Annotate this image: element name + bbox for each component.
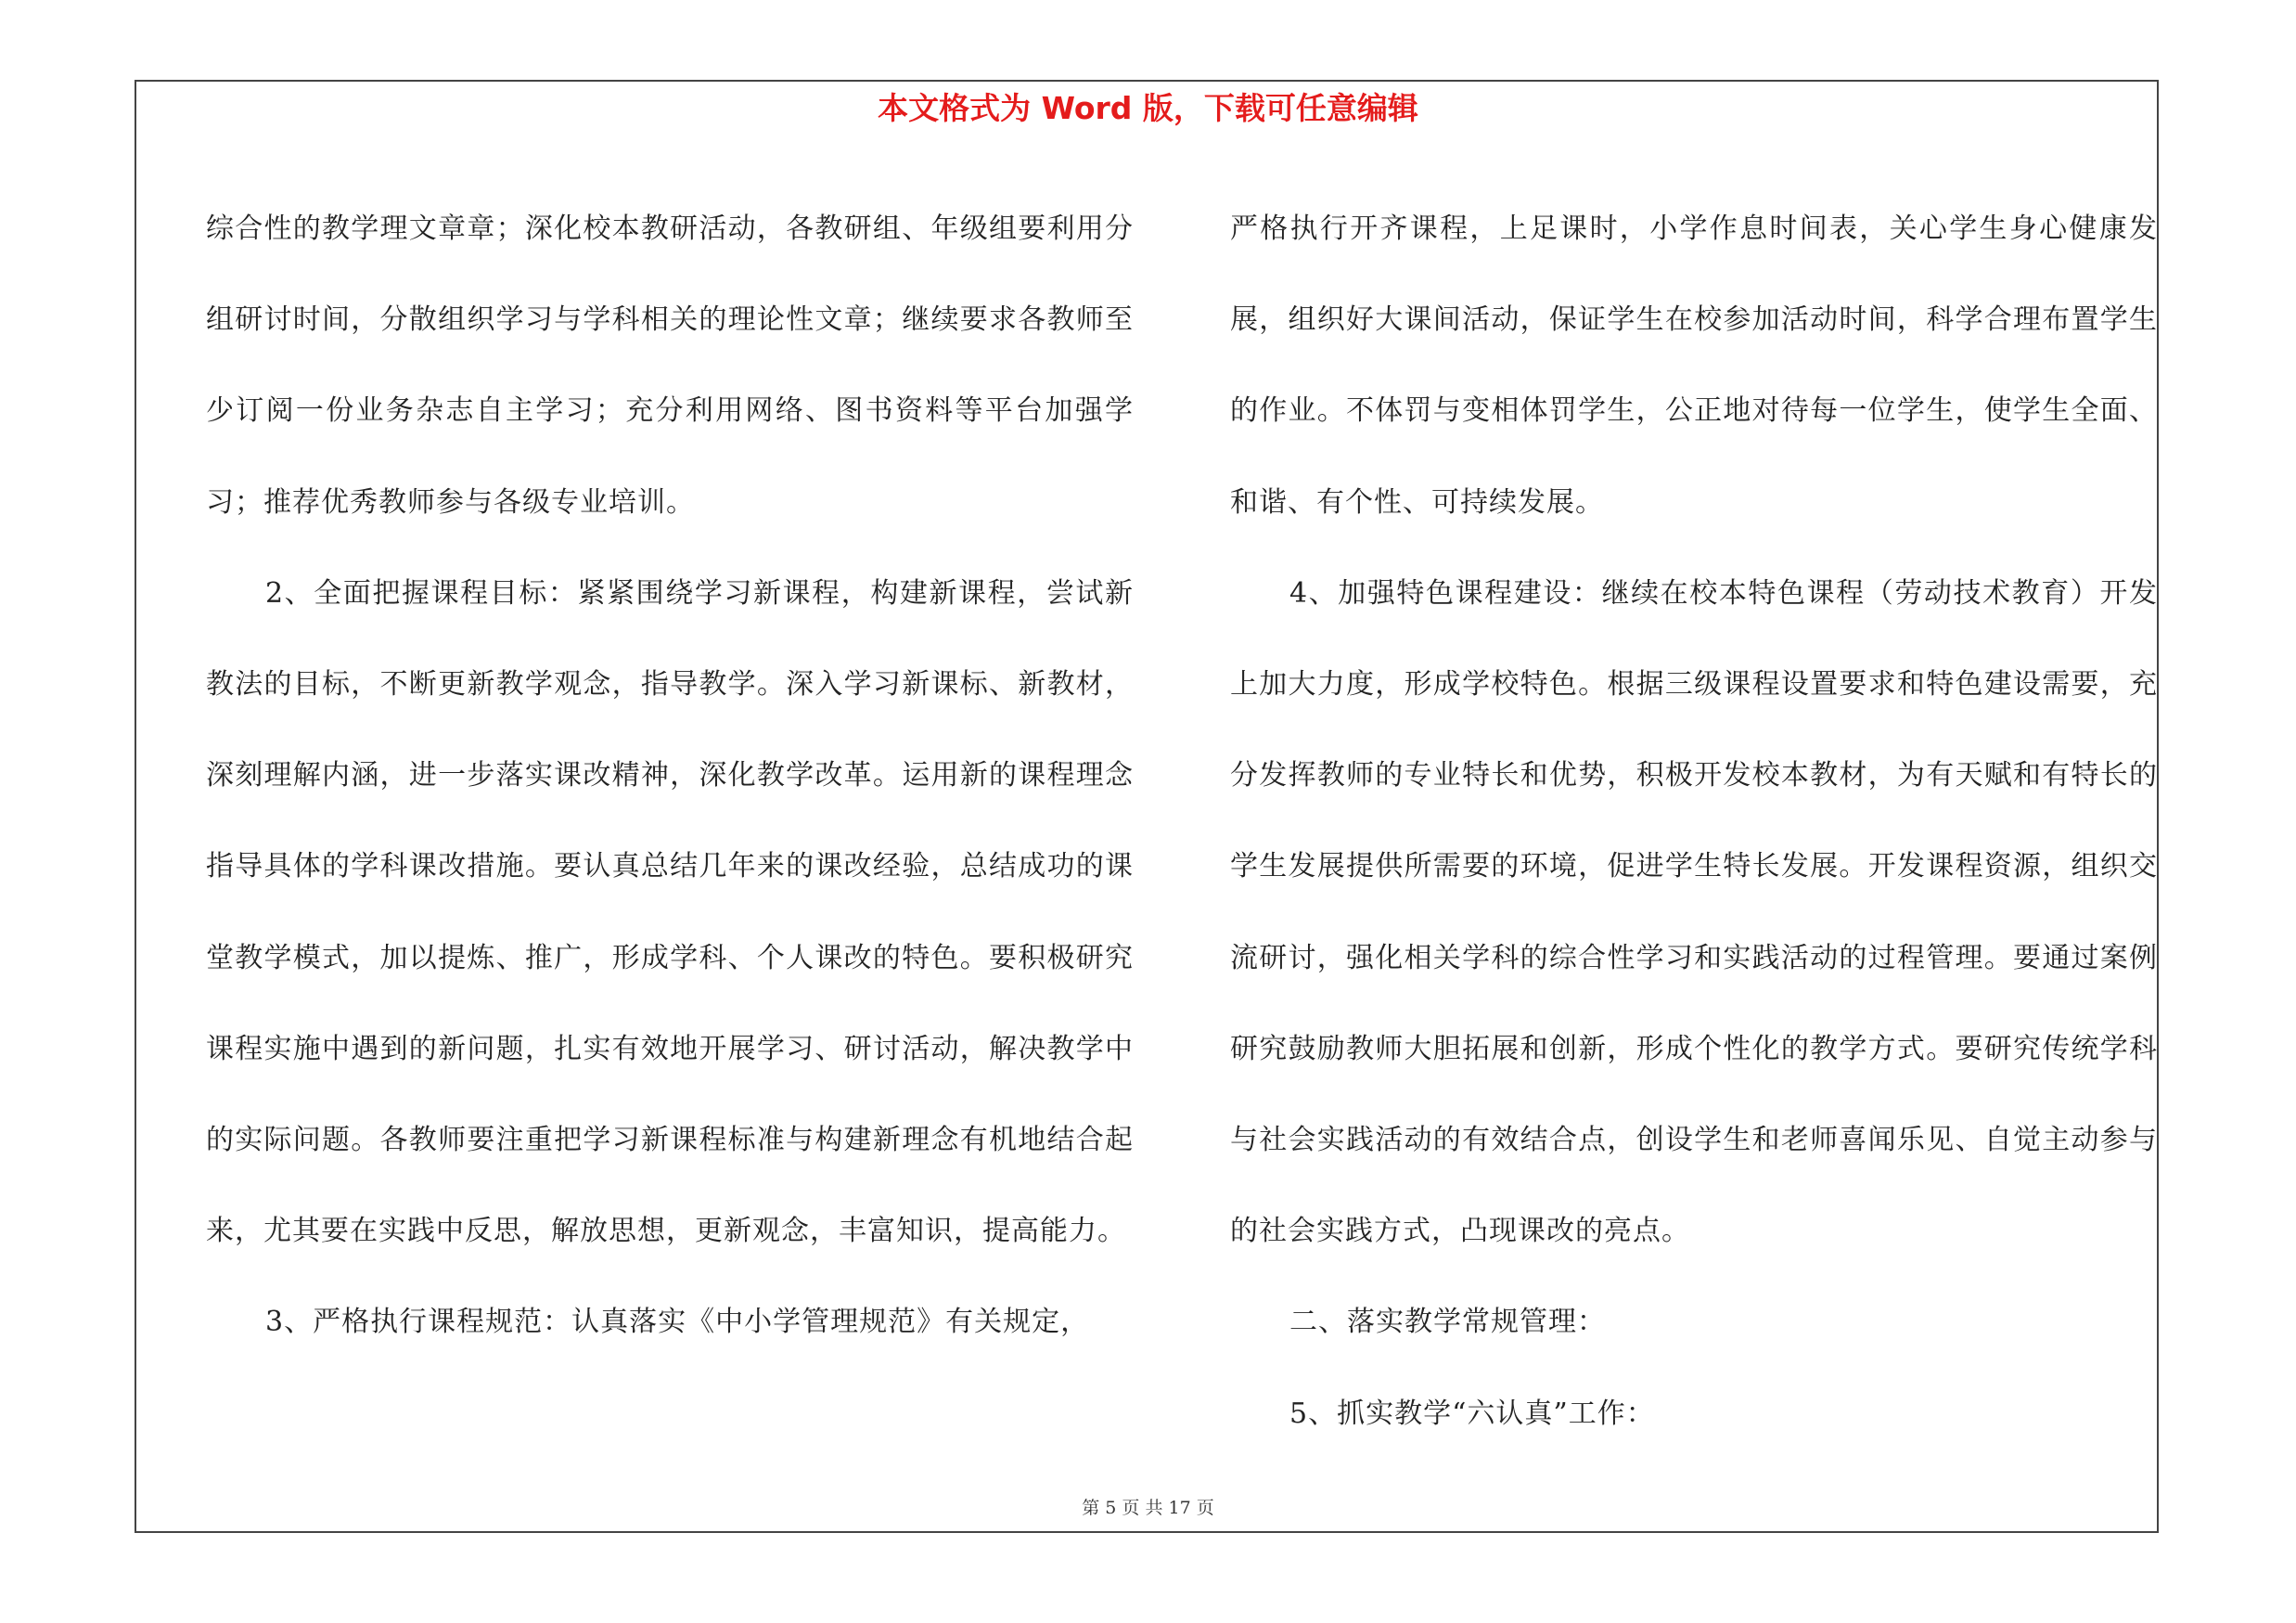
left-text-column [206, 184, 1134, 1369]
section-heading-routine-management: 二、落实教学常规管理： [1289, 1306, 1606, 1339]
right-text-column [1230, 184, 2158, 1460]
format-notice-banner: 本文格式为 Word 版，下载可任意编辑 [878, 90, 1418, 126]
paragraph-course-goals: 2、全面把握课程目标：紧紧围绕学习新课程，构建新课程，尝试新教法的目标，不断更新教学观念，指导教学。深入学习新课标、新教材，深刻理解内涵，进一步落实课改精神，深化教学改革。运用新的课程理念指导具体的学科课改措施。要认真总结几年来的课改经验，总结成功的课堂教学模式，加以提炼、推广，形成学科、个人课改的特色。要积极研究课程实施中遇到的新问题，扎实有效地开展学习、研讨活动，解决教学中的实际问题。各教师要注重把学习新课程标准与构建新理念有机地结合起来，尤其要在实践中反思，解放思想，更新观念，丰富知识，提高能力。 [206, 576, 1134, 1248]
paragraph-course-norms: 3、严格执行课程规范：认真落实《中小学管理规范》有关规定， [265, 1306, 1090, 1339]
paragraph-six-diligences: 5、抓实教学“六认真”工作： [1289, 1397, 1655, 1430]
paragraph-continued: 综合性的教学理文章章；深化校本教研活动，各教研组、年级组要利用分组研讨时间，分散组织学习与学科相关的理论性文章；继续要求各教师至少订阅一份业务杂志自主学习；充分利用网络、图书资料等平台加强学习；推荐优秀教师参与各级专业培训。 [206, 213, 1134, 519]
paragraph-featured-courses: 4、加强特色课程建设：继续在校本特色课程（劳动技术教育）开发上加大力度，形成学校特色。根据三级课程设置要求和特色建设需要，充分发挥教师的专业特长和优势，积极开发校本教材，为有天赋和有特长的学生发展提供所需要的环境，促进学生特长发展。开发课程资源，组织交流研讨，强化相关学科的综合性学习和实践活动的过程管理。要通过案例研究鼓励教师大胆拓展和创新，形成个性化的教学方式。要研究传统学科与社会实践活动的有效结合点，创设学生和老师喜闻乐见、自觉主动参与的社会实践方式，凸现课改的亮点。 [1230, 576, 2158, 1248]
paragraph-course-norms-continued: 严格执行开齐课程，上足课时，小学作息时间表，关心学生身心健康发展，组织好大课间活动，保证学生在校参加活动时间，科学合理布置学生的作业。不体罚与变相体罚学生，公正地对待每一位学生，使学生全面、和谐、有个性、可持续发展。 [1230, 213, 2158, 519]
page-number: 第 5 页 共 17 页 [1082, 1498, 1214, 1518]
